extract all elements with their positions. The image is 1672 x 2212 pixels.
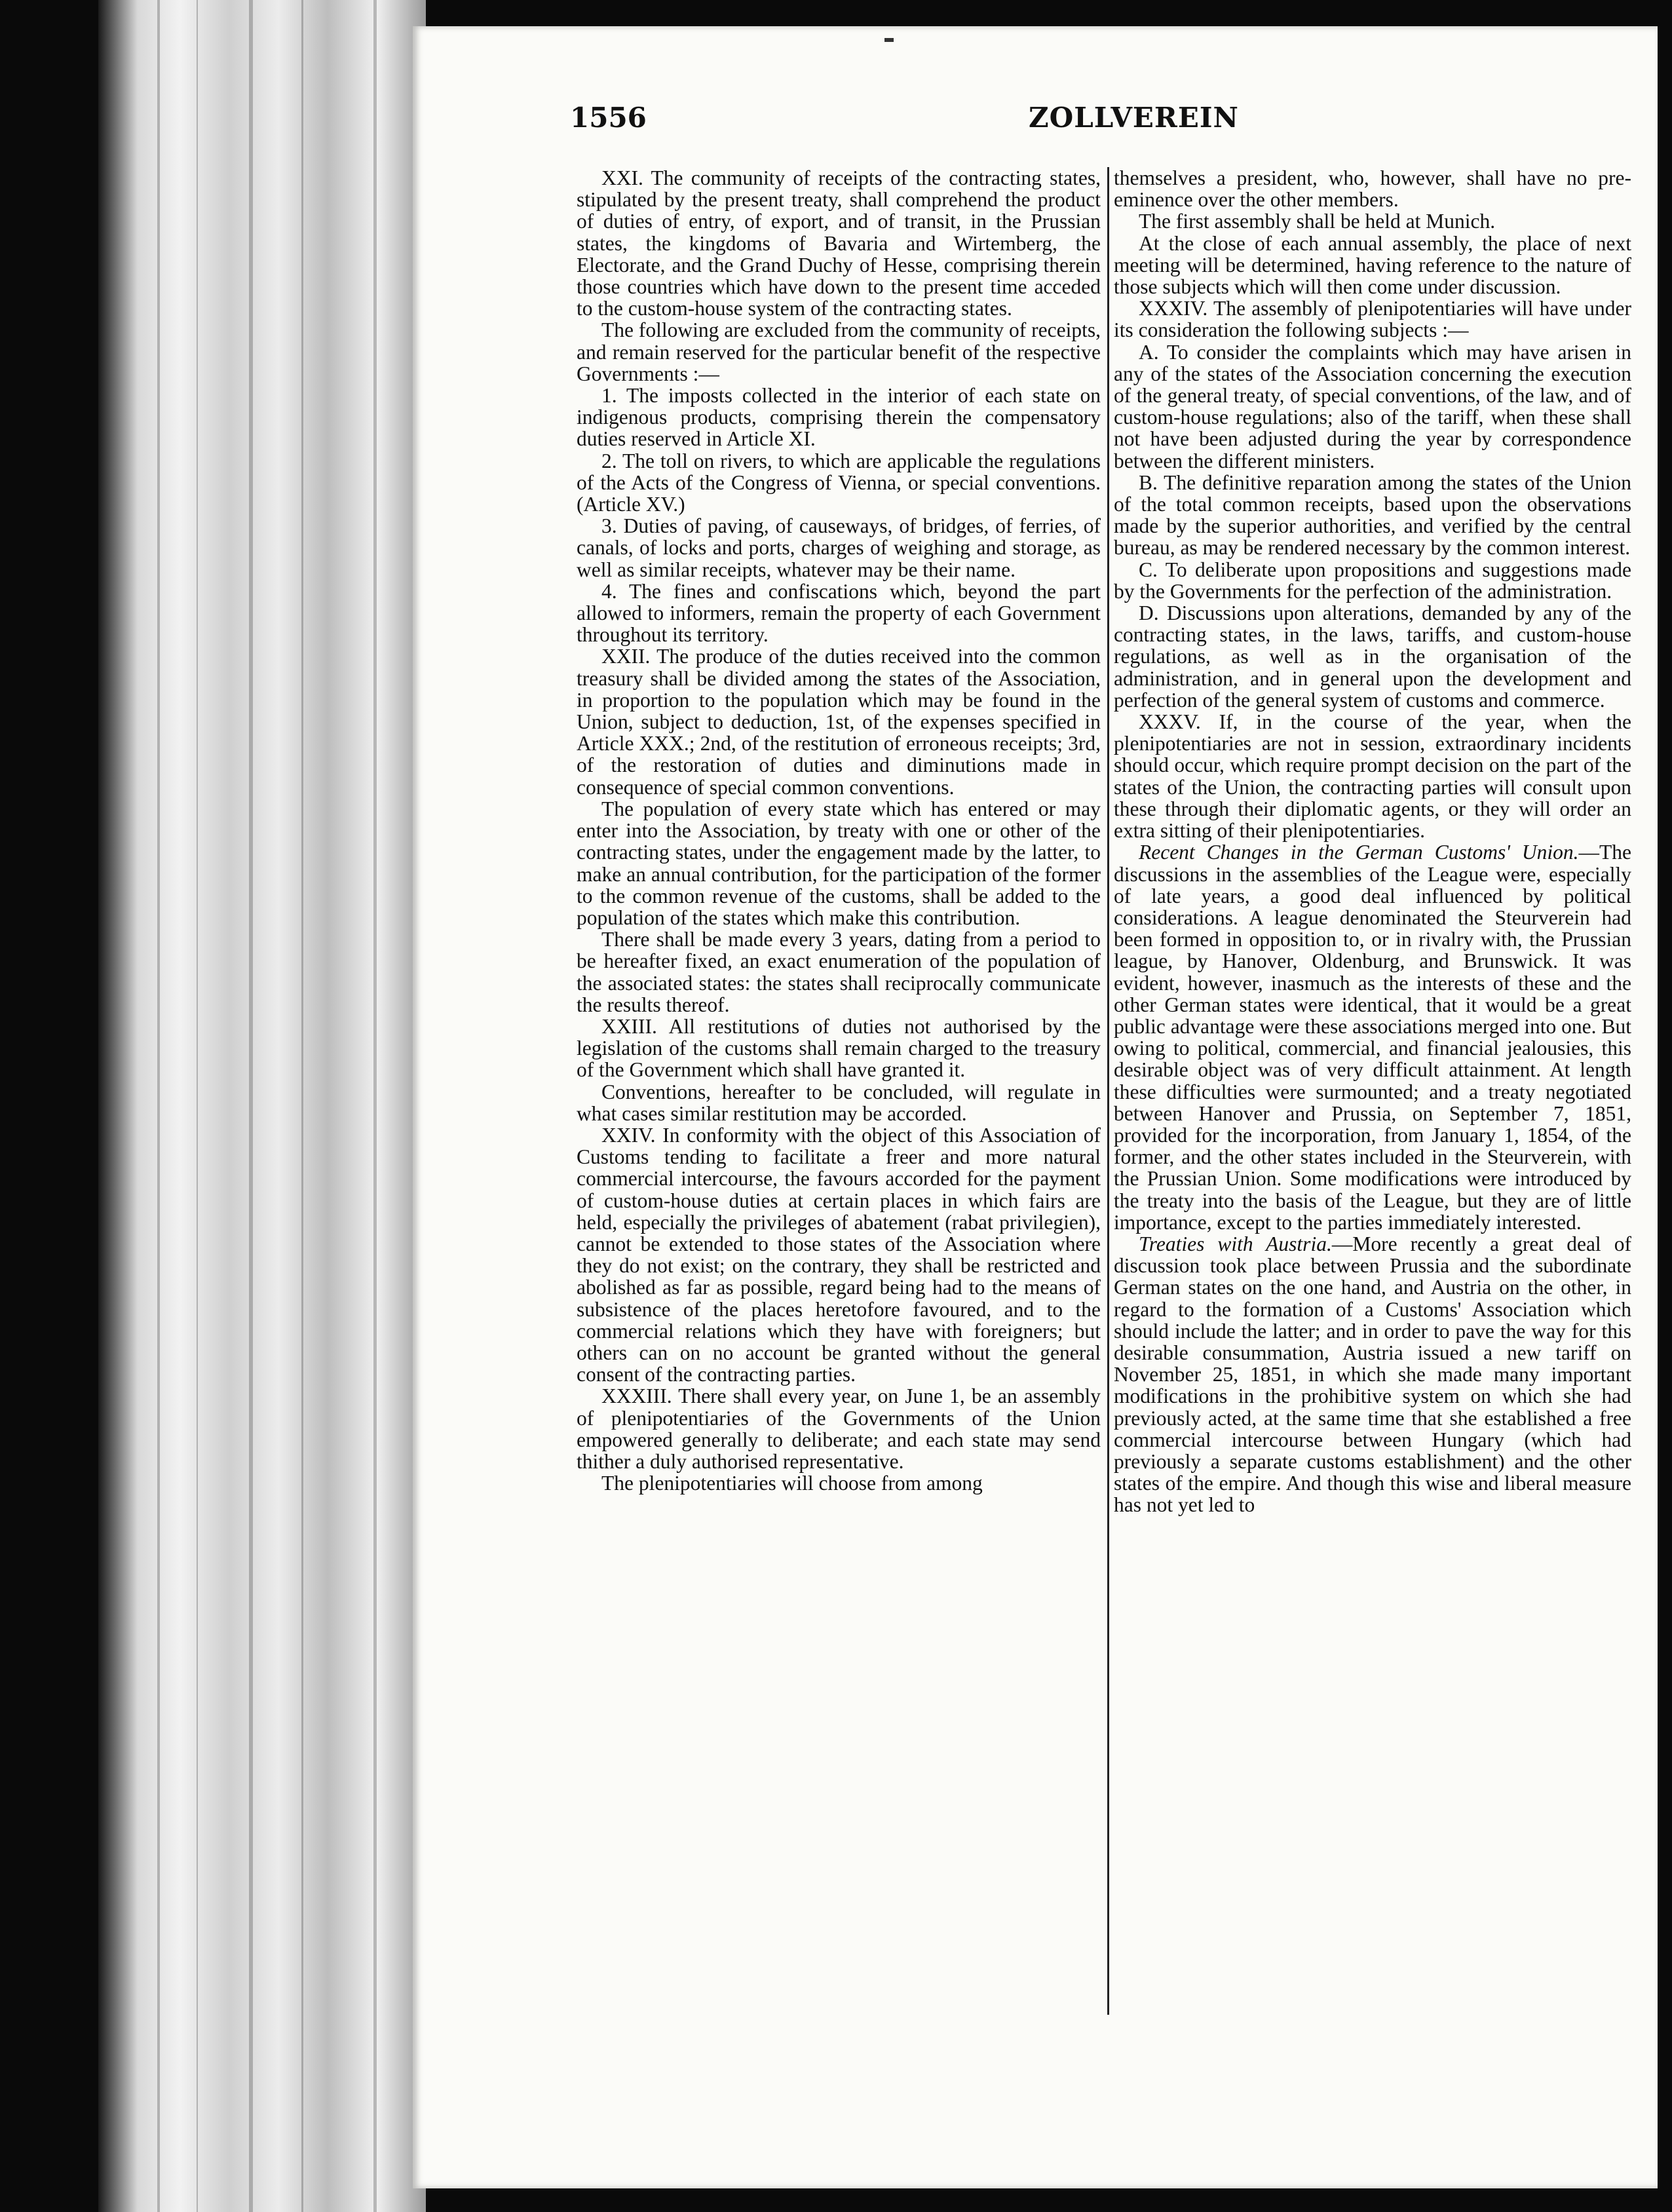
paragraph: XXXV. If, in the course of the year, when the plenipotentiaries are not in session, extraordinary incidents should occur, which require prompt decision on the part of the states of the Union, the contracting parties will consult upon these through their diplomatic agents, or they will order an extra sitting of their plenipotentiaries. [1114, 710, 1631, 843]
paragraph: B. The definitive reparation among the states of the Union of the total common receipts, based upon the observations made by the superior authorities, and verified by the central bureau, as may be rendered necessary by the common interest. [1114, 470, 1631, 560]
paragraph: XXIV. In conformity with the object of this Association of Customs tending to facilitate a freer and more natural commercial intercourse, the favours accorded for the payment of custom-house duties at certain places in which fairs are held, especially the privileges of abatement (rabat privilegien), cannot be extended to those states of the Association where they do not exist; on the contrary, they shall be restricted and abolished as far as possible, regard being had to the means of subsistence of the places heretofore favoured, and to the commercial relations which they have with foreigners; but others can on no account be granted without the general consent of the contracting parties. [577, 1123, 1101, 1386]
paragraph: The plenipotentiaries will choose from among [601, 1472, 983, 1495]
section-paragraph [1114, 841, 1631, 1233]
paragraph: 3. Duties of paving, of causeways, of bridges, of ferries, of canals, of locks and ports, charges of weighing and storage, as well as similar receipts, whatever may be their name. [577, 514, 1101, 581]
paragraph: 4. The fines and confiscations which, beyond the part allowed to informers, remain the property of each Government throughout its territory. [577, 579, 1101, 647]
paragraph: A. To consider the complaints which may have arisen in any of the states of the Association concerning the execution of the general treaty, of special conventions, of the law, and of custom-house regulations; also of the tariff, when these shall not have been adjusted during the year by correspondence between the different ministers. [1114, 340, 1631, 472]
paragraph: The following are excluded from the community of receipts, and remain reserved for the particular benefit of the respective Governments :— [577, 318, 1101, 385]
paragraph: 2. The toll on rivers, to which are applicable the regulations of the Acts of the Congress of Vienna, or special conventions. (Article XV.) [577, 449, 1101, 516]
paragraph: The population of every state which has entered or may enter into the Association, by treaty with one or other of the contracting states, under the engagement made by the latter, to make an annual contribution, for the participation of the former to the common revenue of the customs, shall be added to the population of the states which make this contribution. [577, 797, 1101, 929]
paragraph: The first assembly shall be held at Munich. [1139, 210, 1496, 233]
paragraph: themselves a president, who, however, shall have no pre-eminence over the other members. [1114, 166, 1631, 212]
section-body: —More recently a great deal of discussion took place between Prussia and the subordinate German states on the one hand, and Austria on the other, in regard to the formation of a Customs' Association which should include the latter; and in order to pave the way for this desirable consummation, Austria issued a new tariff on November 25, 1851, in which she made many important modifications in the prohibitive system on which she had previously acted, at the same time that she established a free commercial intercourse between Hungary (which had previously a separate customs establishment) and the other states of the empire. And though this wise and liberal measure has not yet led to [1114, 1232, 1631, 1517]
paragraph: XXIII. All restitutions of duties not authorised by the legislation of the customs shall remain charged to the treasury of the Government which shall have granted it. [577, 1014, 1101, 1082]
paragraph: XXXIV. The assembly of plenipotentiaries will have under its consideration the following subjects :— [1114, 297, 1631, 342]
paragraph: XXXIII. There shall every year, on June 1, be an assembly of plenipotentiaries of the Governments of the Union empowered generally to deliberate; and each state may send thither a duly authorised representative. [577, 1384, 1101, 1473]
book-spine-edge [98, 0, 426, 2212]
left-column [577, 167, 1101, 1494]
paragraph: 1. The imposts collected in the interior of each state on indigenous products, comprising therein the compensatory duties reserved in Article XI. [577, 384, 1101, 451]
section-heading: Recent Changes in the German Customs' Union. [1139, 841, 1579, 864]
paragraph: XXI. The community of receipts of the contracting states, stipulated by the present treaty, shall comprehend the product of duties of entry, of export, and of transit, in the Prussian states, the kingdoms of Bavaria and Wirtemberg, the Electorate, and the Grand Duchy of Hesse, comprising therein those countries which have down to the present time acceded to the custom-house system of the contracting states. [577, 166, 1101, 320]
paragraph: At the close of each annual assembly, the place of next meeting will be determined, having reference to the nature of those subjects which will then come under discussion. [1114, 231, 1631, 299]
section-body: —The discussions in the assemblies of the League were, especially of late years, a good deal influenced by political considerations. A league denominated the Steurverein had been formed in opposition to, or in rivalry with, the Prussian league, by Hanover, Oldenburg, and Brunswick. It was evident, however, inasmuch as the interests of these and the other German states were identical, that it would be a great public advantage were these associations merged into one. But owing to political, commercial, and financial jealousies, this desirable object was of very difficult attainment. At length these difficulties were surmounted; and a treaty negotiated between Hanover and Prussia, on September 7, 1851, provided for the incorporation, from January 1, 1854, of the former, and the other states included in the Steurverein, with the Prussian Union. Some modifications were introduced by the treaty into the basis of the League, but they are of little importance, except to the parties immediately interested. [1114, 841, 1631, 1234]
section-heading: Treaties with Austria. [1139, 1232, 1332, 1255]
paragraph: XXII. The produce of the duties received into the common treasury shall be divided among the states of the Association, in proportion to the population which may be found in the Union, subject to deduction, 1st, of the expenses specified in Article XXX.; 2nd, of the restitution of erroneous receipts; 3rd, of the restoration of duties and diminutions made in consequence of special common conventions. [577, 645, 1101, 799]
page-number: 1556 [570, 102, 647, 134]
paragraph: D. Discussions upon alterations, demanded by any of the contracting states, in the laws, tariffs, and custom-house regulations, as well as in the organisation of the administration, and in general upon the development and perfection of the general system of customs and commerce. [1114, 601, 1631, 712]
paragraph: Conventions, hereafter to be concluded, will regulate in what cases similar restitution may be accorded. [577, 1080, 1101, 1125]
right-column [1114, 167, 1631, 1516]
section-paragraph [1114, 1233, 1631, 1516]
page-title: ZOLLVEREIN [1029, 102, 1239, 134]
paragraph: C. To deliberate upon propositions and suggestions made by the Governments for the perfection of the administration. [1114, 558, 1631, 603]
paragraph: There shall be made every 3 years, dating from a period to be hereafter fixed, an exact enumeration of the population of the associated states: the states shall reciprocally communicate the results thereof. [577, 928, 1101, 1016]
printer-mark [884, 38, 894, 42]
column-rule [1107, 167, 1109, 2015]
